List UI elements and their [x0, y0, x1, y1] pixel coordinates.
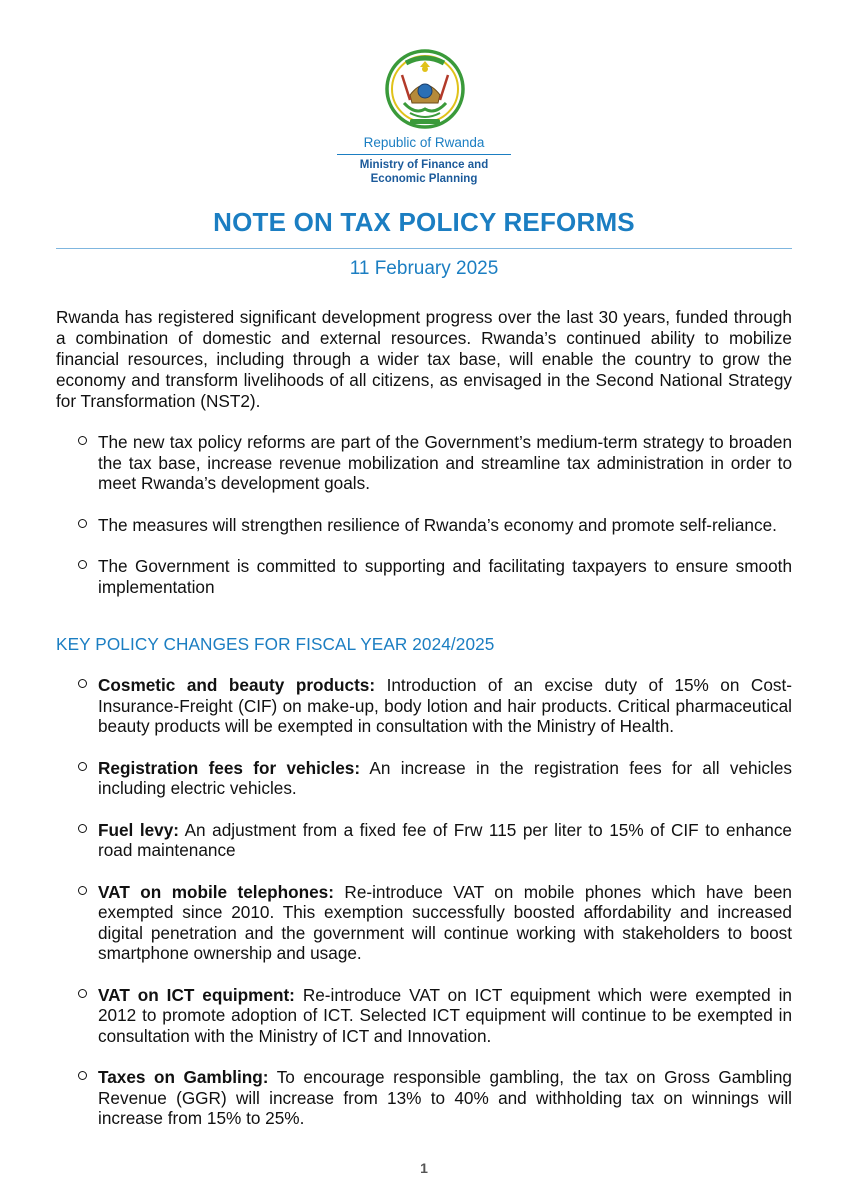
circle-bullet-icon — [78, 1071, 87, 1080]
policy-label: Registration fees for vehicles: — [98, 757, 361, 778]
policy-label: Taxes on Gambling: — [98, 1067, 269, 1087]
issuer-divider — [337, 154, 511, 155]
circle-bullet-icon — [78, 989, 87, 998]
circle-bullet-icon — [78, 679, 87, 688]
list-item — [76, 758, 792, 799]
circle-bullet-icon — [78, 762, 87, 771]
policy-text: To encourage responsible gambling, the tax on Gross Gambling Revenue (GGR) will increase from 13% to 40% and withholding tax on winnings will increase from 15% to 25%. — [98, 1067, 792, 1128]
list-item — [76, 1067, 792, 1129]
policy-text: Re-introduce VAT on ICT equipment which were exempted in 2012 to promote adoption of ICT. Selected ICT equipment will continue to be exempted in consultation with the Ministry of ICT and Innovation. — [98, 984, 792, 1046]
list-item — [76, 985, 792, 1047]
republic-name: Republic of Rwanda — [363, 135, 485, 150]
title-divider — [56, 248, 792, 249]
intro-paragraph: Rwanda has registered significant development progress over the last 30 years, funded through a combination of domestic and external resources. Rwanda’s continued ability to mobilize financial resources, including through a wider tax base, will enable the country to grow the economy and transform livelihoods of all citizens, as envisaged in the Second National Strategy for Transformation (NST2). — [56, 307, 792, 411]
circle-bullet-icon — [78, 824, 87, 833]
issuer-block — [0, 135, 848, 186]
page-number: 1 — [420, 1160, 428, 1176]
list-item — [76, 432, 792, 494]
circle-bullet-icon — [78, 519, 87, 528]
list-item — [76, 675, 792, 737]
ministry-name-line2: Economic Planning — [370, 173, 478, 185]
document-title: NOTE ON TAX POLICY REFORMS — [213, 207, 635, 237]
key-points-list — [76, 432, 792, 618]
policy-label: Fuel levy: — [98, 819, 180, 840]
circle-bullet-icon — [78, 436, 87, 445]
section-heading: KEY POLICY CHANGES FOR FISCAL YEAR 2024/2025 — [56, 634, 495, 654]
policy-label: VAT on ICT equipment: — [98, 984, 295, 1005]
list-item — [76, 556, 792, 597]
key-point-text: The Government is committed to supporting and facilitating taxpayers to ensure smooth implementation — [98, 556, 792, 597]
key-point-text: The measures will strengthen resilience of Rwanda’s economy and promote self-reliance. — [98, 514, 777, 535]
list-item — [76, 820, 792, 861]
document-date: 11 February 2025 — [349, 258, 499, 279]
policy-changes-list — [76, 675, 792, 1150]
circle-bullet-icon — [78, 560, 87, 569]
policy-text: Re-introduce VAT on mobile phones which have been exempted since 2010. This exemption successfully boosted affordability and increased digital penetration and the government will continue working with stakeholders to boost smartphone ownership and usage. — [98, 881, 792, 963]
policy-text: An increase in the registration fees for all vehicles including electric vehicles. — [98, 757, 792, 798]
policy-label: VAT on mobile telephones: — [98, 881, 334, 902]
circle-bullet-icon — [78, 886, 87, 895]
ministry-name-line1: Ministry of Finance and — [359, 159, 489, 171]
rwanda-coat-of-arms-icon — [380, 45, 470, 135]
policy-label: Cosmetic and beauty products: — [98, 675, 376, 695]
key-point-text: The new tax policy reforms are part of the Government’s medium-term strategy to broaden the tax base, increase revenue mobilization and streamline tax administration in order to meet Rwanda’s development goals. — [98, 432, 792, 493]
policy-text: An adjustment from a fixed fee of Frw 115 per liter to 15% of CIF to enhance road maintenance — [98, 819, 792, 860]
list-item — [76, 515, 792, 536]
policy-text: Introduction of an excise duty of 15% on Cost-Insurance-Freight (CIF) on make-up, body lotion and hair products. Critical pharmaceutical beauty products will be exempted in consultation with the Ministry of Health. — [98, 675, 792, 736]
list-item — [76, 882, 792, 964]
